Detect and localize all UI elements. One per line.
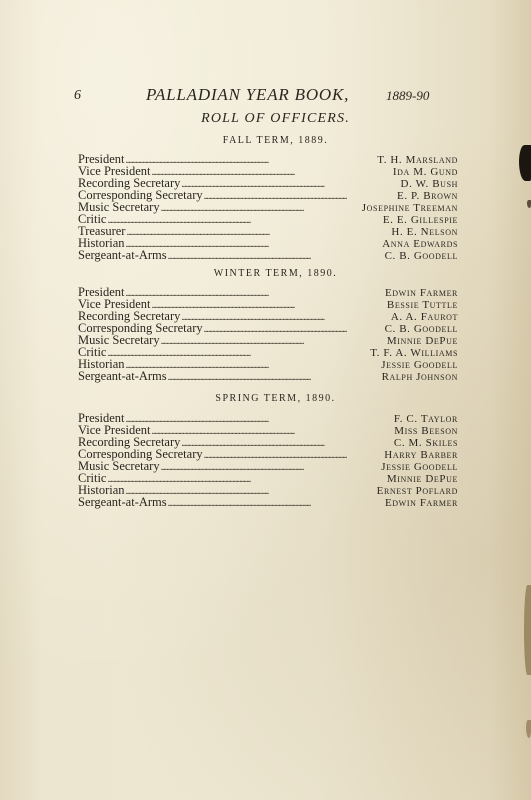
book-years: 1889-90: [386, 88, 430, 103]
officer-role: Recording Secretary: [78, 309, 181, 323]
page-edge-damage: [527, 200, 531, 208]
page-number: 6: [74, 88, 81, 103]
dot-leader: [168, 498, 384, 510]
officer-name: H. E. Nelson: [391, 226, 458, 238]
officer-name: T. H. Marsland: [377, 154, 458, 166]
dot-leader: [126, 155, 377, 167]
officer-role: Corresponding Secretary: [78, 447, 203, 461]
officer-name: Ernest Poflard: [376, 485, 458, 497]
dot-leader: [204, 324, 384, 336]
officer-name: E. P. Brown: [397, 190, 458, 202]
officer-name: Jessie Goodell: [381, 461, 458, 473]
officer-name: A. A. Faurot: [390, 311, 458, 323]
officer-name: Bessie Tuttle: [386, 299, 458, 311]
officer-role: Recording Secretary: [78, 176, 181, 190]
dot-leader: [161, 462, 381, 474]
officer-role: President: [78, 152, 125, 166]
officer-name: Miss Beeson: [394, 425, 458, 437]
dot-leader: [161, 203, 361, 215]
officer-role: Critic: [78, 471, 107, 485]
officer-name: Anna Edwards: [382, 238, 458, 250]
officer-row: [78, 213, 458, 225]
officer-row: [78, 496, 458, 508]
officer-row: [78, 201, 458, 213]
officer-name: E. E. Gillespie: [382, 214, 458, 226]
officer-name: C. M. Skiles: [393, 437, 458, 449]
officer-row: [78, 249, 458, 261]
dot-leader: [126, 227, 390, 239]
officer-row: [78, 225, 458, 237]
dot-leader: [152, 167, 392, 179]
officer-role: Vice President: [78, 423, 151, 437]
term-heading-fall: FALL TERM, 1889.: [222, 135, 329, 146]
officer-row: [78, 334, 458, 346]
officer-row: [78, 370, 458, 382]
officer-role: Critic: [78, 345, 107, 359]
dot-leader: [107, 348, 369, 360]
officer-name: C. B. Goodell: [384, 323, 458, 335]
dot-leader: [107, 215, 381, 227]
page-edge-damage: [526, 720, 531, 738]
officer-role: Historian: [78, 483, 125, 497]
dot-leader: [181, 179, 399, 191]
officer-name: Minnie DePue: [386, 473, 458, 485]
officer-name: Jessie Goodell: [381, 359, 458, 371]
officer-role: Vice President: [78, 164, 151, 178]
roll-title: ROLL OF OFFICERS.: [201, 111, 350, 126]
officer-role: Music Secretary: [78, 333, 160, 347]
officer-role: Historian: [78, 236, 125, 250]
officer-role: Recording Secretary: [78, 435, 181, 449]
officer-name: Minnie DePue: [386, 335, 458, 347]
officer-name: Josephine Treeman: [361, 202, 458, 214]
page-edge-damage: [524, 585, 531, 675]
term-heading-winter: WINTER TERM, 1890.: [213, 268, 338, 279]
term-heading-spring: SPRING TERM, 1890.: [215, 393, 336, 404]
running-header: [74, 85, 460, 109]
officer-role: Vice President: [78, 297, 151, 311]
dot-leader: [168, 251, 384, 263]
officer-role: Sergeant-at-Arms: [78, 248, 167, 262]
dot-leader: [107, 474, 385, 486]
officer-role: Treasurer: [78, 224, 126, 238]
officer-name: Ralph Johnson: [381, 371, 458, 383]
officer-role: Historian: [78, 357, 125, 371]
dot-leader: [152, 426, 394, 438]
roster-fall: [78, 153, 458, 261]
dot-leader: [181, 312, 389, 324]
officer-name: D. W. Bush: [400, 178, 458, 190]
book-title: PALLADIAN YEAR BOOK,: [146, 85, 350, 104]
officer-role: Sergeant-at-Arms: [78, 369, 167, 383]
officer-name: T. F. A. Williams: [370, 347, 458, 359]
officer-name: F. C. Taylor: [393, 413, 458, 425]
officer-role: Corresponding Secretary: [78, 188, 203, 202]
officer-role: Music Secretary: [78, 459, 160, 473]
dot-leader: [181, 438, 393, 450]
officer-name: C. B. Goodell: [384, 250, 458, 262]
officer-row: [78, 472, 458, 484]
officer-name: Edwin Farmer: [384, 497, 458, 509]
officer-role: President: [78, 411, 125, 425]
page-edge-damage: [519, 145, 531, 181]
officer-row: [78, 346, 458, 358]
dot-leader: [161, 336, 386, 348]
dot-leader: [152, 300, 386, 312]
officer-role: President: [78, 285, 125, 299]
dot-leader: [204, 450, 384, 462]
officer-name: Edwin Farmer: [384, 287, 458, 299]
officer-role: Critic: [78, 212, 107, 226]
officer-name: Harry Barber: [384, 449, 458, 461]
officer-role: Music Secretary: [78, 200, 160, 214]
dot-leader: [126, 288, 384, 300]
officer-role: Corresponding Secretary: [78, 321, 203, 335]
officer-role: Sergeant-at-Arms: [78, 495, 167, 509]
dot-leader: [168, 372, 381, 384]
officer-name: Ida M. Gund: [392, 166, 458, 178]
roster-winter: [78, 286, 458, 382]
officer-row: [78, 460, 458, 472]
roster-spring: [78, 412, 458, 508]
dot-leader: [126, 414, 393, 426]
